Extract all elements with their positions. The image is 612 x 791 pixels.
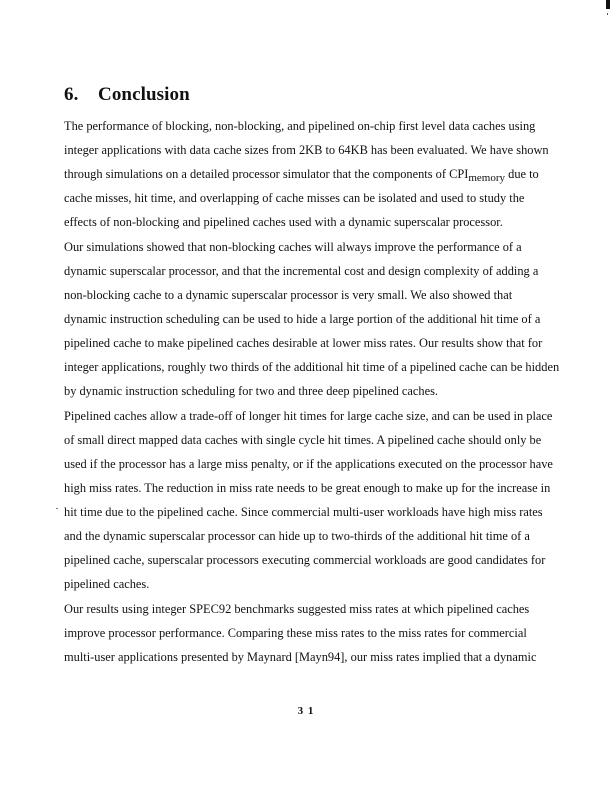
text-line: Pipelined caches allow a trade-off of longer hit times for large cache size, and can be used in place [64, 409, 553, 423]
text-line: dynamic superscalar processor, and that the incremental cost and design complexity of adding a [64, 264, 539, 278]
text-line: high miss rates. The reduction in miss rate needs to be great enough to make up for the increase in [64, 481, 551, 495]
page-number: 3 1 [297, 705, 315, 717]
margin-speck [56, 508, 58, 509]
text-line: used if the processor has a large miss penalty, or if the applications executed on the processor have [64, 457, 553, 471]
text-line: Our results using integer SPEC92 benchmarks suggested miss rates at which pipelined caches [64, 602, 530, 616]
text-run: due to [505, 167, 539, 181]
text-line: cache misses, hit time, and overlapping of cache misses can be isolated and used to study the [64, 191, 525, 205]
section-number: 6. [64, 84, 79, 105]
section-title: Conclusion [98, 84, 190, 105]
text-line: hit time due to the pipelined cache. Since commercial multi-user workloads have high miss rates [64, 505, 543, 519]
text-line: pipelined cache to make pipelined caches desirable at lower miss rates. Our results show that for [64, 336, 543, 350]
text-line: integer applications, roughly two thirds of the additional hit time of a pipelined cache can be hidden [64, 360, 560, 374]
scan-corner-mark [606, 0, 610, 9]
text-line: Our simulations showed that non-blocking caches will always improve the performance of a [64, 240, 522, 254]
text-line: The performance of blocking, non-blocking, and pipelined on-chip first level data caches using [64, 119, 536, 133]
text-line: non-blocking cache to a dynamic superscalar processor is very small. We also showed that [64, 288, 513, 302]
text-line: and the dynamic superscalar processor can hide up to two-thirds of the additional hit time of a [64, 529, 530, 543]
text-line-with-subscript [64, 166, 539, 186]
text-line: of small direct mapped data caches with single cycle hit times. A pipelined cache should only be [64, 433, 542, 447]
text-run: through simulations on a detailed processor simulator that the components of CPI [64, 167, 469, 181]
text-line: improve processor performance. Comparing these miss rates to the miss rates for commercial [64, 626, 527, 640]
text-line: multi-user applications presented by Maynard [Mayn94], our miss rates implied that a dynamic [64, 650, 537, 664]
text-line: dynamic instruction scheduling can be used to hide a large portion of the additional hit time of a [64, 312, 541, 326]
text-line: effects of non-blocking and pipelined caches used with a dynamic superscalar processor. [64, 215, 503, 229]
scan-speck [607, 13, 608, 15]
text-line: pipelined caches. [64, 577, 150, 591]
text-line: by dynamic instruction scheduling for two and three deep pipelined caches. [64, 384, 439, 398]
subscript-memory: memory [468, 172, 506, 184]
text-line: pipelined cache, superscalar processors executing commercial workloads are good candidates for [64, 553, 546, 567]
section-heading [64, 84, 190, 106]
text-line: integer applications with data cache sizes from 2KB to 64KB has been evaluated. We have shown [64, 143, 549, 157]
